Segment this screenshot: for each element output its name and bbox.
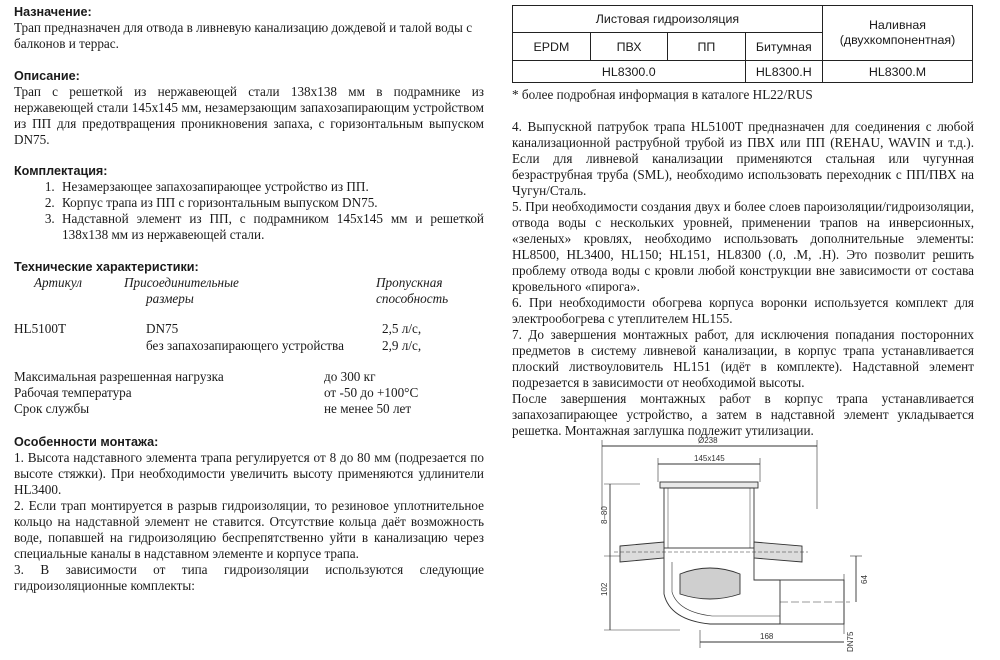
purpose-section [14, 4, 484, 52]
kit-heading: Комплектация: [14, 164, 108, 178]
mounting-p1: 1. Высота надставного элемента трапа регулируется от 8 до 80 мм (подрезается по высоте стяжки). При необходимости увеличить высоту применяются удлинители HL3400. [14, 450, 484, 497]
mounting-heading: Особенности монтажа: [14, 435, 159, 449]
specs-row-conn-2: без запахозапирающего устройства [146, 338, 344, 353]
kit-item: 2. Корпус трапа из ПП с горизонтальным выпуском DN75. [58, 195, 484, 211]
specs-col-article: Артикул [34, 275, 83, 290]
dim-outlet-length-text: 168 [760, 632, 774, 641]
right-paragraphs [512, 119, 974, 439]
waterproofing-table-wrap [512, 5, 974, 83]
para-5: 5. При необходимости создания двух и более слоев пароизоляции/гидроизоляции, отвода воды с нескольких уровней, применении трапов на инверсионных, «зеленых» кровлях, необходимо использовать дополнительные элементы: HL8500, HL3400, HL150; HL151, HL8300 (.0, .М, .Н). Это позволит решить проблему отвода воды с кровли любой конструкции вне зависимости от состава кровельного «пирога». [512, 199, 974, 294]
drain-drawing [580, 434, 880, 654]
specs-section [14, 259, 484, 419]
row-a: HL8300.0 [513, 61, 746, 83]
description-text: Трап с решеткой из нержавеющей стали 138х138 мм в подрамнике из нержавеющей стали 145х145 мм, незамерзающим запахозапирающим устройством из ПП для предотвращения проникновения запаха, с горизонтальным выпуском DN75. [14, 84, 484, 147]
liquid-header [822, 6, 972, 61]
dim-frame-text: 145x145 [694, 454, 725, 463]
specs-row-cap-1: 2,5 л/с, [382, 321, 422, 336]
specs-col-conn-2: размеры [146, 291, 194, 306]
spec-temp-value: от -50 до +100°С [324, 385, 419, 400]
col-pvc: ПВХ [590, 33, 667, 61]
row-c: HL8300.M [822, 61, 972, 83]
specs-row-article: HL5100T [14, 321, 67, 336]
specs-col-cap-1: Пропускная [376, 275, 443, 290]
kit-list [14, 179, 484, 243]
liquid-header-2: (двухкомпонентная) [839, 33, 956, 47]
dim-diameter-text: Ø238 [698, 436, 718, 445]
dim-body-text: 102 [600, 582, 609, 596]
spec-life-label: Срок службы [14, 401, 90, 416]
mounting-p3: 3. В зависимости от типа гидроизоляции используются следующие гидроизоляционные комплекты: [14, 562, 484, 593]
dim-height-text: 8–80 [600, 506, 609, 524]
kit-section [14, 163, 484, 243]
dim-outlet-height-text: 64 [860, 575, 869, 584]
specs-heading: Технические характеристики: [14, 260, 199, 274]
spec-load-label: Максимальная разрешенная нагрузка [14, 369, 224, 384]
para-8: После завершения монтажных работ в корпус трапа устанавливается запахозапирающее устройство, а затем в надставной элемент укладывается решетка. Монтажная заглушка подлежит утилизации. [512, 391, 974, 438]
description-heading: Описание: [14, 69, 80, 83]
col-pp: ПП [668, 33, 745, 61]
mounting-section [14, 434, 484, 594]
liquid-header-1: Наливная [868, 18, 926, 32]
row-b: HL8300.H [745, 61, 822, 83]
para-7: 7. До завершения монтажных работ, для исключения попадания посторонних предметов в систему ливневой канализации, в корпус трапа устанавливается плоский листвоуловитель HL151 (идёт в комплекте). Надставной элемент подрезается в зависимости от необходимой высоты. [512, 327, 974, 390]
spec-life-value: не менее 50 лет [324, 401, 412, 416]
waterproofing-table [512, 5, 973, 83]
specs-row-cap-2: 2,9 л/с, [382, 338, 422, 353]
purpose-heading: Назначение: [14, 5, 92, 19]
mounting-p2: 2. Если трап монтируется в разрыв гидроизоляции, то резиновое уплотнительное кольцо на надставной элемент не ставится. Отсутствие кольца даёт возможность воде, попавшей на гидроизоляцию беспрепятственно уйти в канализацию через специальные каналы в надставном элементе и корпусе трапа. [14, 498, 484, 561]
kit-item: 1. Незамерзающее запахозапирающее устройство из ПП. [58, 179, 484, 195]
outlet-pipe [780, 580, 844, 624]
sheet-header: Листовая гидроизоляция [513, 6, 823, 33]
odour-trap [680, 568, 740, 599]
para-4: 4. Выпускной патрубок трапа HL5100T предназначен для соединения с любой канализационной раструбной трубой из ПВХ или ПП (REHAU, WAVIN и т.д.). Если для ливневой канализации применяются стальная или чугунная безраструбная труба (SML), необходимо использовать переходник с ПП/ПВХ на Чугун/Сталь. [512, 119, 974, 198]
extension-element [664, 488, 754, 548]
table-note: * более подробная информация в каталоге HL22/RUS [512, 87, 813, 102]
description-section [14, 68, 484, 148]
col-epdm: EPDM [513, 33, 591, 61]
dim-outlet-dn-text: DN75 [846, 631, 855, 652]
para-6: 6. При необходимости обогрева корпуса воронки используется комплект для электрообогрева с утеплителем HL155. [512, 295, 974, 326]
grate [660, 482, 758, 488]
specs-col-conn-1: Присоединительные [124, 275, 239, 290]
spec-load-value: до 300 кг [324, 369, 376, 384]
body-upper-outline [754, 558, 780, 580]
specs-col-cap-2: способность [376, 291, 449, 306]
col-bitum: Битумная [745, 33, 822, 61]
kit-item: 3. Надставной элемент из ПП, с подрамником 145х145 мм и решеткой 138х138 мм из нержавеющей стали. [58, 211, 484, 243]
purpose-text: Трап предназначен для отвода в ливневую канализацию дождевой и талой воды с балконов и террас. [14, 20, 473, 51]
specs-row-conn-1: DN75 [146, 321, 179, 336]
spec-temp-label: Рабочая температура [14, 385, 132, 400]
